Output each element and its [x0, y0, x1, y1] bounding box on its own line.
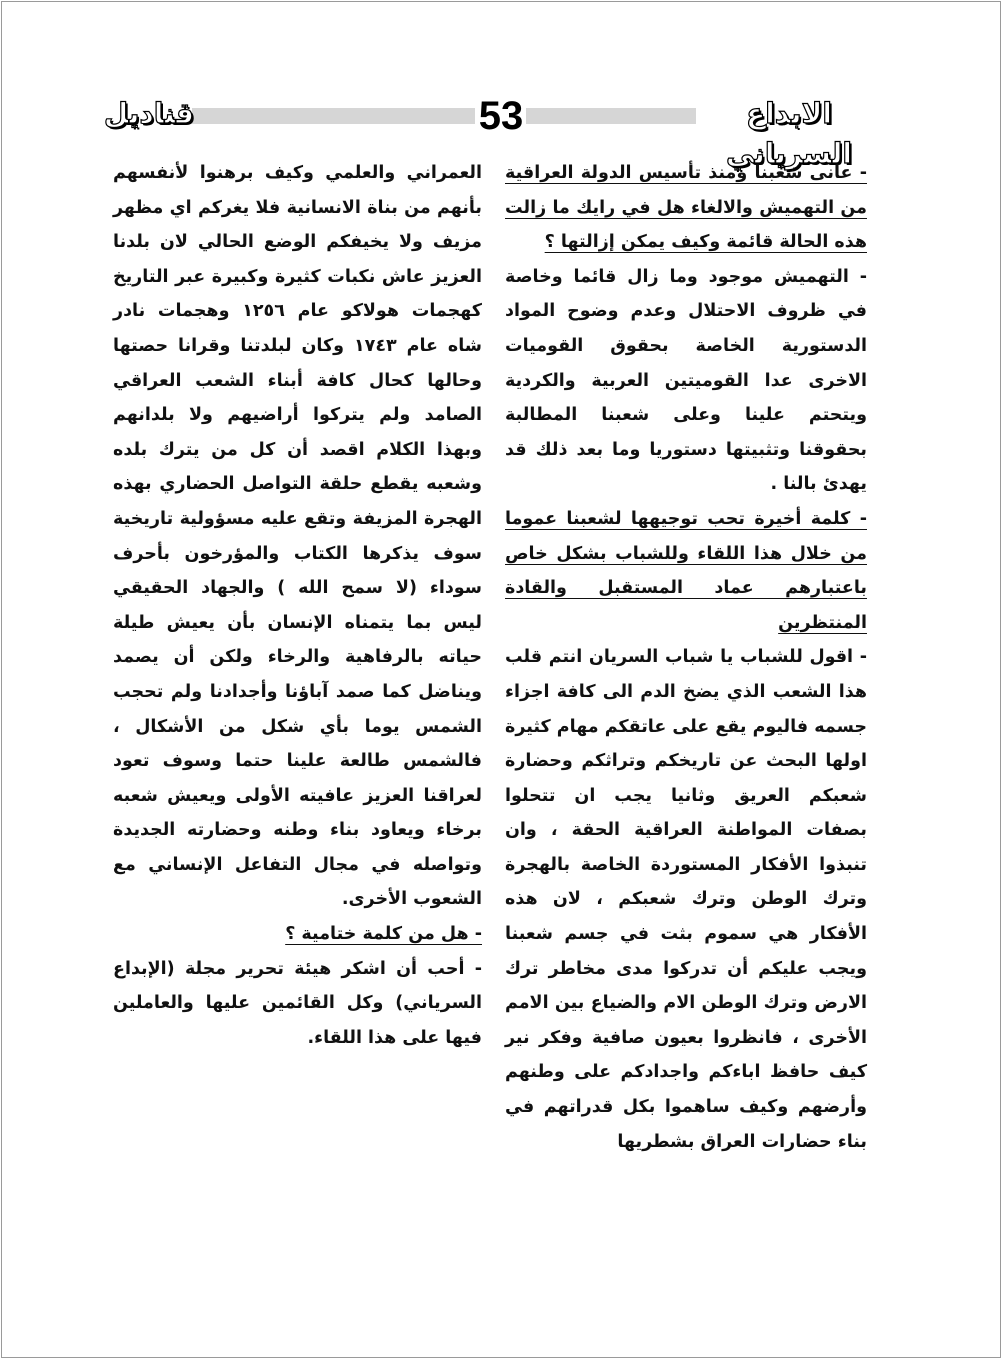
section-title: قناديل — [103, 97, 194, 130]
page-header — [0, 88, 1004, 170]
question-3: - هل من كلمة ختامية ؟ — [285, 924, 482, 945]
left-column — [113, 156, 482, 1055]
question-1: - عانى شعبنا ومنذ تأسيس الدولة العراقية من التهميش والالغاء هل في رايك ما زالت هذه الحالة قائمة وكيف يمكن إزالتها ؟ — [505, 163, 867, 253]
answer-2-continued: العمراني والعلمي وكيف برهنوا لأنفسهم بأنهم من بناة الانسانية فلا يغركم اي مظهر مزيف ولا يخيفكم الوضع الحالي لان بلدنا العزيز عاش نكبات كثيرة وكبيرة عبر التاريخ كهجمات هولاكو عام ١٢٥٦ وهجمات نادر شاه عام ١٧٤٣ وكان لبلدتنا وقرانا حصتها وحالها كحال كافة أبناء الشعب العراقي الصامد ولم يتركوا أراضيهم ولا بلدانهم وبهذا الكلام اقصد أن كل من يترك بلده وشعبه يقطع حلقة التواصل الحضاري بهذه الهجرة المزيفة وتقع عليه مسؤولية تاريخية سوف يذكرها الكتاب والمؤرخون بأحرف سوداء (لا سمح الله ) والجهاد الحقيقي ليس بما يتمناه الإنسان بأن يعيش طيلة حياته بالرفاهية والرخاء ولكن أن يصمد ويناضل كما صمد آباؤنا وأجدادنا ولم تحجب الشمس يوما بأي شكل من الأشكال ، فالشمس طالعة علينا حتما وسوف تعود لعراقنا العزيز عافيته الأولى ويعيش شعبه برخاء ويعاود بناء وطنه وحضارته الجديدة وتواصله في مجال التفاعل الإنساني مع الشعوب الأخرى. — [113, 163, 482, 910]
answer-2: - اقول للشباب يا شباب السريان انتم قلب هذا الشعب الذي يضخ الدم الى كافة اجزاء جسمه فاليوم يقع على عاتقكم مهام كثيرة اولها البحث عن تاريخكم وتراثكم وحضارة شعبكم العريق وثانيا يجب ان تتحلوا بصفات المواطنة العراقية الحقة ، وان تنبذوا الأفكار المستوردة الخاصة بالهجرة وترك الوطن وترك شعبكم ، لان هذه الأفكار هي سموم بثت في جسم شعبنا ويجب عليكم أن تدركوا مدى مخاطر ترك الارض وترك الوطن الام والضياع بين الامم الأخرى ، فانظروا بعيون صافية وفكر نير كيف حافظ اباءكم واجدادكم على وطنهم وأرضهم وكيف ساهموا بكل قدراتهم في بناء حضارات العراق بشطريها — [505, 647, 867, 1152]
header-bar-right — [526, 108, 696, 124]
question-2: - كلمة أخيرة تحب توجيهها لشعبنا عموما من خلال هذا اللقاء وللشباب بشكل خاص باعتبارهم عماد المستقبل والقادة المنتظرين — [505, 508, 867, 633]
right-column — [505, 156, 867, 1159]
header-bar-left — [192, 108, 475, 124]
answer-3: - أحب أن اشكر هيئة تحرير مجلة (الإبداع السرياني) وكل القائمين عليها والعاملين فيها على هذا اللقاء. — [113, 958, 482, 1048]
page-number: 53 — [478, 94, 524, 138]
magazine-title: الابداع السرياني — [726, 97, 852, 170]
answer-1: - التهميش موجود وما زال قائما وخاصة في ظروف الاحتلال وعدم وضوح المواد الدستورية الخاصة بحقوق القوميات الاخرى عدا القوميتين العربية والكردية ويتحتم علينا وعلى شعبنا المطالبة بحقوقنا وتثبيتها دستوريا وما بعد ذلك قد يهدئ بالنا . — [505, 266, 867, 495]
